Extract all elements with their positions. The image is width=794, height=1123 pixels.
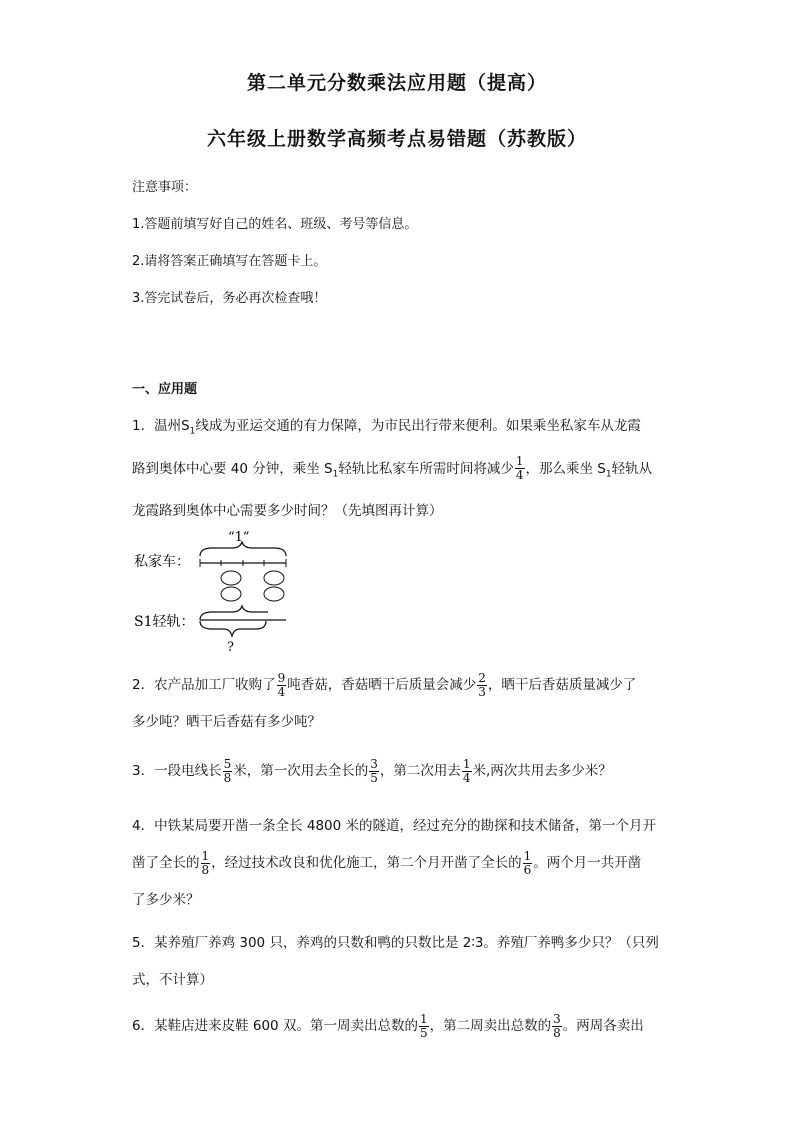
notice-heading: 注意事项： [132, 180, 198, 195]
question-mark: ? [227, 640, 234, 654]
notice-item: 1.答题前填写好自己的姓名、班级、考号等信息。 [132, 217, 418, 232]
fraction: $\frac{1}{4}$ [462, 756, 471, 785]
question-4: 4．中铁某局要开凿一条全长 4800 米的隧道，经过充分的勘探和技术储备，第一个月开 凿了全长的 $\frac{1}{8}$ ，经过技术改良和优化施工，第二个月开凿了全长的 $\frac{1}{6}$ 。两个月一共开凿 了多少米？ [132, 818, 657, 908]
document-title: 第二单元分数乘法应用题（提高） [246, 72, 547, 94]
question-2: 2．农产品加工厂收购了 $\frac{9}{4}$ 吨香菇，香菇晒干后质量会减少 $\frac{2}{3}$ ，晒干后香菇质量减少了 多少吨？晒干后香菇有多少吨？ [132, 670, 637, 730]
line-segment-diagram [132, 528, 302, 654]
question-5: 5．某养殖厂养鸡 300 只，养鸡的只数和鸭的只数比是 2∶3。养殖厂养鸭多少只？（只列 式，不计算） [132, 935, 659, 988]
question-1: 1．温州$S_1$线成为亚运交通的有力保障，为市民出行带来便利。如果乘坐私家车从龙霞 路到奥体中心要 40 分钟，乘坐 $S_1$轻轨比私家车所需时间将减少 $\frac{1}{4}$ ，那么乘坐 $S_1$轻轨从 龙霞路到奥体中心需要多少时间？（先填图再计算） [132, 418, 653, 520]
document-subtitle: 六年级上册数学高频考点易错题（苏教版） [206, 128, 587, 150]
notice-item: 2.请将答案正确填写在答题卡上。 [132, 254, 327, 269]
fraction: $\frac{3}{5}$ [370, 756, 378, 785]
car-label: 私家车： [134, 554, 190, 570]
fraction: $\frac{9}{4}$ [277, 670, 286, 699]
question-6: 6．某鞋店进来皮鞋 600 双。第一周卖出总数的 $\frac{1}{5}$ ，第二周卖出总数的 $\frac{3}{8}$ 。两周各卖出 [132, 1011, 644, 1040]
blank-oval [264, 571, 284, 585]
fraction: $\frac{1}{6}$ [523, 848, 532, 877]
fraction: $\frac{1}{4}$ [515, 454, 524, 483]
question-3: 3．一段电线长 $\frac{5}{8}$ 米，第一次用去全长的 $\frac{3}{5}$ ，第二次用去 $\frac{1}{4}$ 米,两次共用去多少米？ [132, 756, 612, 785]
blank-oval [264, 587, 284, 601]
fraction: $\frac{5}{8}$ [223, 756, 232, 785]
fraction: $\frac{3}{8}$ [553, 1011, 561, 1040]
blank-oval [221, 587, 241, 601]
rail-label: S1轻轨： [134, 614, 195, 630]
fraction: $\frac{2}{3}$ [478, 670, 486, 699]
rail-lower-brace [200, 621, 266, 636]
blank-oval [221, 571, 241, 585]
fraction: $\frac{1}{8}$ [201, 848, 210, 877]
whole-label: “1” [228, 530, 250, 545]
section-title: 一、应用题 [132, 382, 198, 397]
fraction: $\frac{1}{5}$ [419, 1011, 428, 1040]
notice-item: 3.答完试卷后，务必再次检查哦！ [132, 291, 327, 306]
rail-upper-brace [200, 606, 268, 620]
top-brace [200, 542, 286, 556]
